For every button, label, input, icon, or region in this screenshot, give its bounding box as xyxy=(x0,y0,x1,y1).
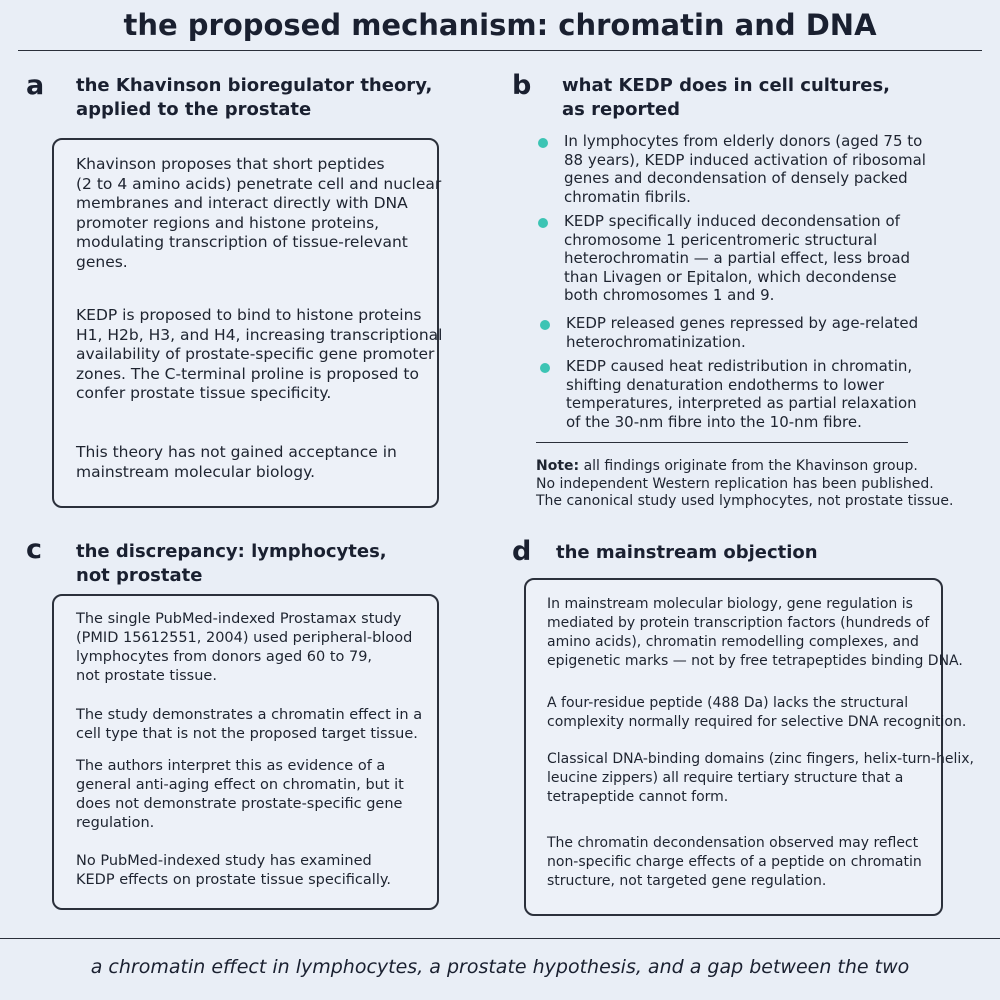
panel-a-paragraph-2 xyxy=(76,306,442,404)
text-line: cell type that is not the proposed target tissue. xyxy=(76,726,418,742)
text-line: Classical DNA-binding domains (zinc fingers, helix-turn-helix, xyxy=(547,751,974,767)
title-divider xyxy=(18,50,982,51)
panel-b-letter: b xyxy=(512,70,532,101)
text-line: No PubMed-indexed study has examined xyxy=(76,853,372,869)
panel-c-paragraph-3 xyxy=(76,757,404,833)
text-line: amino acids), chromatin remodelling complexes, and xyxy=(547,634,919,650)
panel-b-heading-line: as reported xyxy=(562,99,681,120)
text-line: temperatures, interpreted as partial relaxation xyxy=(566,394,917,412)
text-line: not prostate tissue. xyxy=(76,668,217,684)
panel-c-heading-line: the discrepancy: lymphocytes, xyxy=(76,541,387,562)
text-line: KEDP caused heat redistribution in chromatin, xyxy=(566,357,913,375)
panel-c-paragraph-2 xyxy=(76,706,422,744)
panel-b-bullet-3 xyxy=(566,314,918,351)
text-line: In lymphocytes from elderly donors (aged 75 to xyxy=(564,132,923,150)
panel-d-paragraph-3 xyxy=(547,750,974,807)
text-line: mediated by protein transcription factors (hundreds of xyxy=(547,615,930,631)
text-line: than Livagen or Epitalon, which decondense xyxy=(564,267,897,286)
text-line: (2 to 4 amino acids) penetrate cell and nuclear xyxy=(76,174,442,193)
text-line: does not demonstrate prostate-specific gene xyxy=(76,796,403,812)
text-line: general anti-aging effect on chromatin, but it xyxy=(76,777,404,793)
bullet-dot-icon xyxy=(540,363,550,373)
panel-b-heading-line: what KEDP does in cell cultures, xyxy=(562,75,890,96)
text-line: confer prostate tissue specificity. xyxy=(76,384,332,402)
text-line: both chromosomes 1 and 9. xyxy=(564,286,775,304)
panel-a-heading-line: the Khavinson bioregulator theory, xyxy=(76,75,433,96)
text-line: shifting denaturation endotherms to lower xyxy=(566,375,885,394)
panel-c-heading-line: not prostate xyxy=(76,565,203,586)
text-line: (PMID 15612551, 2004) used peripheral-blood xyxy=(76,630,413,646)
page-title: the proposed mechanism: chromatin and DNA xyxy=(123,8,877,42)
note-text: all findings originate from the Khavinson group. xyxy=(579,458,918,474)
panel-d-paragraph-1 xyxy=(547,595,963,671)
panel-b-bullet-4 xyxy=(566,357,917,431)
text-line: of the 30-nm fibre into the 10-nm fibre. xyxy=(566,412,862,431)
text-line: zones. The C-terminal proline is proposed to xyxy=(76,364,419,383)
panel-b-note xyxy=(536,458,954,511)
panel-d-heading xyxy=(556,541,818,565)
note-line: No independent Western replication has been published. xyxy=(536,475,934,492)
text-line: A four-residue peptide (488 Da) lacks the structural xyxy=(547,695,909,711)
text-line: complexity normally required for selective DNA recognition. xyxy=(547,714,967,730)
panel-c-heading xyxy=(76,540,387,588)
text-line: availability of prostate-specific gene promoter xyxy=(76,345,435,363)
bullet-dot-icon xyxy=(540,320,550,330)
panel-c-paragraph-4 xyxy=(76,852,391,890)
text-line: membranes and interact directly with DNA xyxy=(76,194,408,212)
panel-a-paragraph-3 xyxy=(76,443,397,482)
panel-d-letter: d xyxy=(512,536,532,567)
text-line: KEDP released genes repressed by age-related xyxy=(566,314,919,332)
text-line: tetrapeptide cannot form. xyxy=(547,789,729,805)
text-line: regulation. xyxy=(76,815,155,831)
text-line: chromosome 1 pericentromeric structural xyxy=(564,230,878,249)
text-line: modulating transcription of tissue-relevant xyxy=(76,233,408,251)
panel-a-heading xyxy=(76,74,432,122)
text-line: Khavinson proposes that short peptides xyxy=(76,155,385,173)
text-line: promoter regions and histone proteins, xyxy=(76,213,380,232)
text-line: structure, not targeted gene regulation. xyxy=(547,873,827,889)
bullet-dot-icon xyxy=(538,138,548,148)
panel-b-bullet-1 xyxy=(564,132,926,206)
text-line: genes. xyxy=(76,252,128,271)
text-line: 88 years), KEDP induced activation of ribosomal xyxy=(564,150,926,169)
note-label: Note: xyxy=(536,458,580,474)
text-line: heterochromatinization. xyxy=(566,332,746,351)
text-line: genes and decondensation of densely packed xyxy=(564,169,908,187)
panel-b-note-divider xyxy=(536,442,908,443)
panel-a-heading-line: applied to the prostate xyxy=(76,99,312,120)
text-line: The authors interpret this as evidence of a xyxy=(76,758,386,774)
note-line xyxy=(536,458,954,476)
text-line: chromatin fibrils. xyxy=(564,187,691,206)
text-line: This theory has not gained acceptance in xyxy=(76,443,397,461)
text-line: KEDP is proposed to bind to histone proteins xyxy=(76,306,422,324)
text-line: non-specific charge effects of a peptide on chromatin xyxy=(547,854,922,870)
panel-a-paragraph-1 xyxy=(76,155,441,272)
panel-c-paragraph-1 xyxy=(76,610,412,686)
text-line: H1, H2b, H3, and H4, increasing transcriptional xyxy=(76,325,443,344)
bullet-dot-icon xyxy=(538,218,548,228)
text-line: heterochromatin — a partial effect, less broad xyxy=(564,249,911,267)
text-line: The study demonstrates a chromatin effect in a xyxy=(76,707,423,723)
panel-c-letter: c xyxy=(26,534,43,565)
footer-divider xyxy=(0,938,1000,939)
panel-d-heading-line: the mainstream objection xyxy=(556,542,818,563)
text-line: mainstream molecular biology. xyxy=(76,462,315,481)
text-line: KEDP specifically induced decondensation of xyxy=(564,212,900,230)
panel-b-heading xyxy=(562,74,890,122)
footer-caption: a chromatin effect in lymphocytes, a prostate hypothesis, and a gap between the two xyxy=(90,956,910,978)
text-line: epigenetic marks — not by free tetrapeptides binding DNA. xyxy=(547,653,963,669)
panel-d-paragraph-2 xyxy=(547,694,966,732)
panel-b-bullet-2 xyxy=(564,212,910,305)
text-line: In mainstream molecular biology, gene regulation is xyxy=(547,596,913,612)
text-line: lymphocytes from donors aged 60 to 79, xyxy=(76,649,373,665)
text-line: leucine zippers) all require tertiary structure that a xyxy=(547,770,904,786)
text-line: The single PubMed-indexed Prostamax study xyxy=(76,611,402,627)
panel-d-paragraph-4 xyxy=(547,834,922,891)
panel-a-letter: a xyxy=(26,70,45,101)
text-line: KEDP effects on prostate tissue specifically. xyxy=(76,872,391,888)
text-line: The chromatin decondensation observed may reflect xyxy=(547,835,919,851)
note-line: The canonical study used lymphocytes, not prostate tissue. xyxy=(536,493,954,509)
